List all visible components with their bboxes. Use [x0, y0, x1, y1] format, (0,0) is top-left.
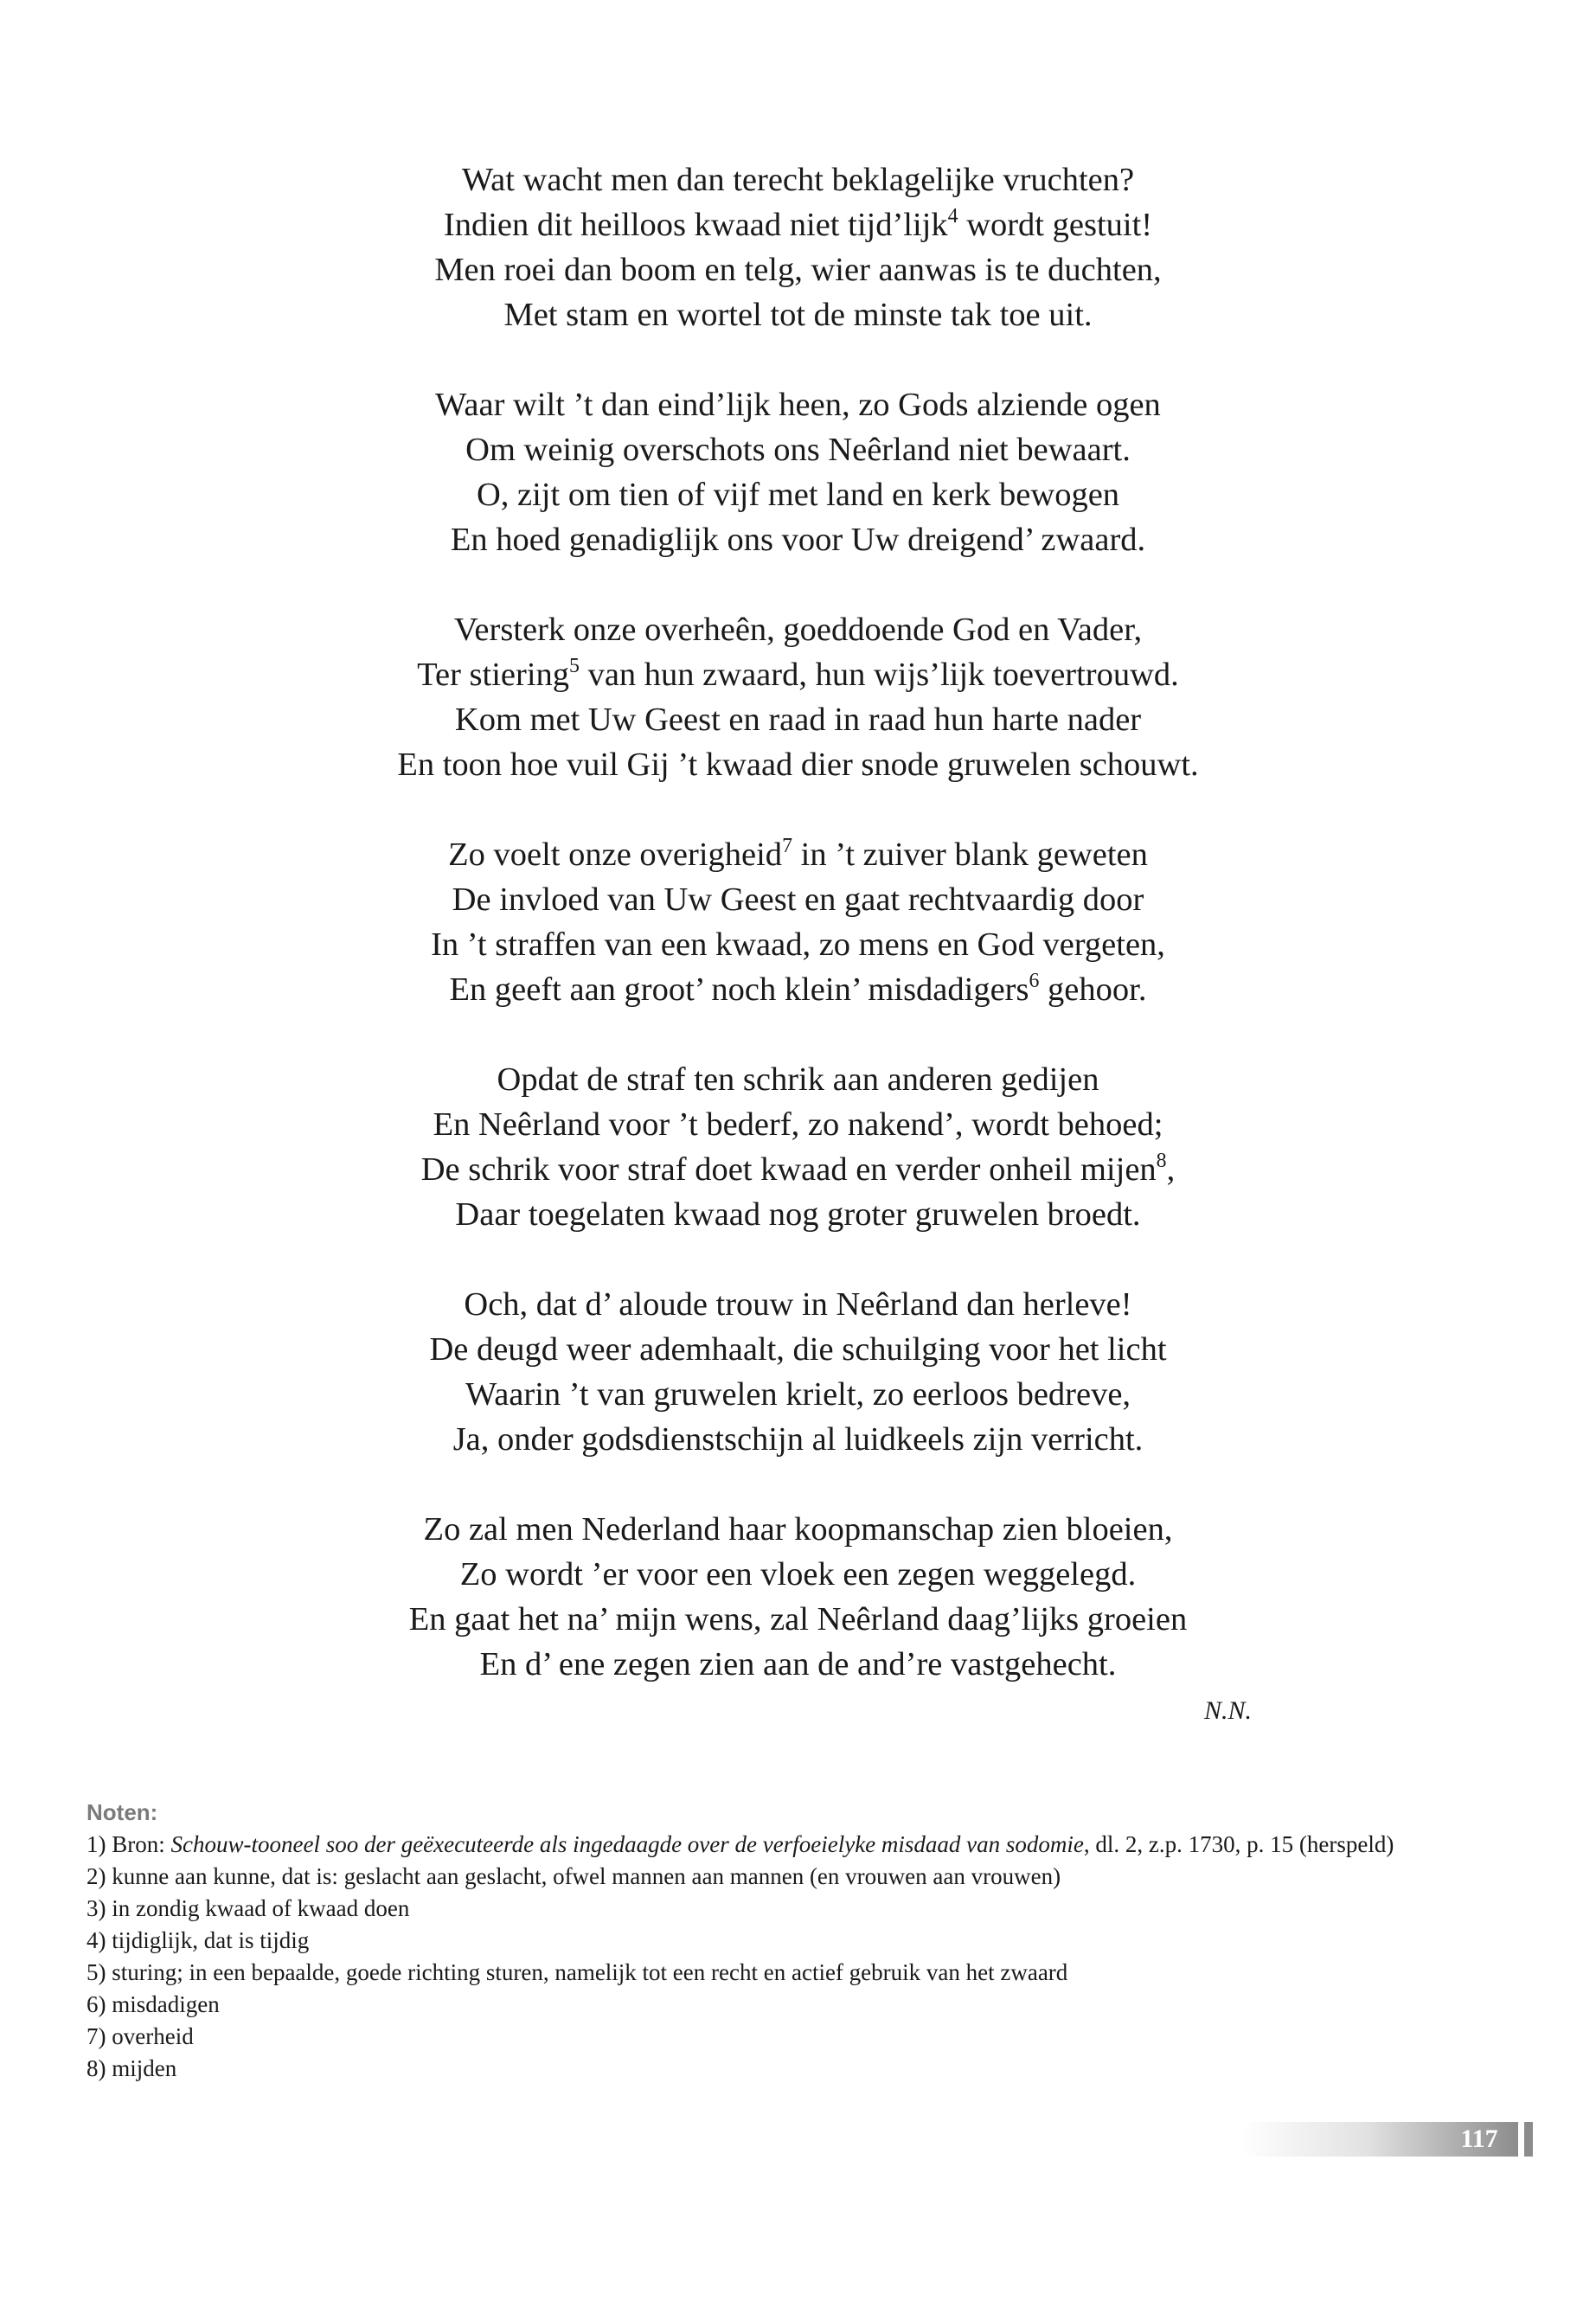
- poem-line-text: En gaat het na’ mijn wens, zal Neêrland daag’lijks groeien: [408, 1601, 1188, 1638]
- footnote-item: [87, 2053, 1522, 2085]
- poem-line: [0, 652, 1596, 697]
- poem-line-text: Waar wilt ’t dan eind’lijk heen, zo Gods alziende ogen: [435, 387, 1161, 423]
- footnote-item: [87, 1829, 1522, 1861]
- footnote-item: [87, 1925, 1522, 1957]
- footnote-ref: 6: [1029, 970, 1040, 993]
- footnote-text: 6) misdadigen: [87, 1991, 220, 2017]
- poem-line-text: In ’t straffen van een kwaad, zo mens en God vergeten,: [431, 926, 1165, 963]
- poem-line: [0, 1417, 1596, 1462]
- poem-line-text: Ja, onder godsdienstschijn al luidkeels zijn verricht.: [452, 1421, 1144, 1458]
- poem-line-text: En toon hoe vuil Gij ’t kwaad dier snode gruwelen schouwt.: [397, 747, 1199, 783]
- footnote-text: 2) kunne aan kunne, dat is: geslacht aan geslacht, ofwel mannen aan mannen (en vrouwen aan vrouwen): [87, 1863, 1061, 1889]
- poem-line-text: gehoor.: [1039, 971, 1147, 1008]
- poem-line: [0, 1147, 1596, 1192]
- poem-stanza: [0, 382, 1596, 562]
- poem-line-text: En geeft aan groot’ noch klein’ misdadigers: [449, 971, 1029, 1008]
- poem-line: [0, 742, 1596, 787]
- poem-signature: N.N.: [1203, 1696, 1252, 1725]
- poem-line-text: De schrik voor straf doet kwaad en verder onheil mijen: [420, 1151, 1157, 1188]
- poem-line-text: Zo zal men Nederland haar koopmanschap zien bloeien,: [423, 1511, 1173, 1548]
- poem-line-text: Men roei dan boom en telg, wier aanwas is te duchten,: [434, 252, 1162, 288]
- poem-line-text: Och, dat d’ aloude trouw in Neêrland dan herleve!: [464, 1286, 1132, 1323]
- poem-line-text: Om weinig overschots ons Neêrland niet bewaart.: [465, 432, 1131, 468]
- poem-line: [0, 1597, 1596, 1642]
- poem-line-text: Kom met Uw Geest en raad in raad hun harte nader: [454, 702, 1142, 738]
- poem-line: [0, 427, 1596, 472]
- poem-stanza: [0, 1057, 1596, 1237]
- poem-line-text: wordt gestuit!: [958, 207, 1153, 243]
- poem-line: [0, 832, 1596, 877]
- poem-line-text: Waarin ’t van gruwelen krielt, zo eerloos bedreve,: [465, 1376, 1131, 1413]
- poem-line-text: En d’ ene zegen zien aan de and’re vastgehecht.: [479, 1646, 1117, 1682]
- poem-line-text: in ’t zuiver blank geweten: [792, 836, 1148, 873]
- footnote-item: [87, 1861, 1522, 1893]
- page-number: 117: [1460, 2125, 1498, 2153]
- poem-line: [0, 1372, 1596, 1417]
- poem-stanza: [0, 1507, 1596, 1687]
- poem-stanza: [0, 1282, 1596, 1462]
- footnote-ref: 7: [782, 835, 792, 858]
- poem-line: [0, 157, 1596, 202]
- poem-line: [0, 1282, 1596, 1327]
- poem-line-text: En hoed genadiglijk ons voor Uw dreigend’ zwaard.: [450, 522, 1146, 558]
- footnote-item: [87, 1957, 1522, 1989]
- footnote-text: 3) in zondig kwaad of kwaad doen: [87, 1895, 410, 1921]
- poem-line: [0, 1102, 1596, 1147]
- poem-line: [0, 1507, 1596, 1552]
- footnote-text: 1) Bron:: [87, 1831, 171, 1857]
- poem-line-text: ,: [1166, 1151, 1176, 1188]
- footnote-ref: 8: [1156, 1150, 1167, 1173]
- poem-line: [0, 247, 1596, 292]
- poem: [0, 157, 1596, 1732]
- footnote-text: 4) tijdiglijk, dat is tijdig: [87, 1927, 310, 1953]
- poem-line: [0, 967, 1596, 1012]
- footnotes-heading: Noten:: [87, 1799, 158, 1825]
- poem-line: [0, 472, 1596, 517]
- footnote-text: , dl. 2, z.p. 1730, p. 15 (herspeld): [1083, 1831, 1394, 1857]
- poem-line-text: Wat wacht men dan terecht beklagelijke vruchten?: [461, 162, 1135, 198]
- poem-line-text: Opdat de straf ten schrik aan anderen gedijen: [497, 1061, 1099, 1098]
- poem-line-text: Versterk onze overheên, goeddoende God en Vader,: [453, 612, 1143, 648]
- footnote-ref: 4: [947, 205, 958, 228]
- poem-line-text: O, zijt om tien of vijf met land en kerk bewogen: [476, 477, 1120, 513]
- page-number-tick: [1524, 2122, 1533, 2157]
- footnote-text: 7) overheid: [87, 2023, 194, 2049]
- footnote-ref: 5: [569, 655, 580, 678]
- poem-line-text: van hun zwaard, hun wijs’lijk toevertrouwd.: [579, 657, 1179, 693]
- poem-line: [0, 292, 1596, 337]
- poem-line: [0, 1327, 1596, 1372]
- poem-line: [0, 517, 1596, 562]
- poem-line: [0, 922, 1596, 967]
- poem-line: [0, 1192, 1596, 1237]
- poem-line: [0, 1642, 1596, 1687]
- poem-stanza: [0, 157, 1596, 337]
- poem-line: [0, 697, 1596, 742]
- footnote-text: 5) sturing; in een bepaalde, goede richting sturen, namelijk tot een recht en actief gebruik van het zwaard: [87, 1959, 1068, 1985]
- poem-stanza: [0, 832, 1596, 1012]
- poem-line: [0, 202, 1596, 247]
- poem-stanza: [0, 607, 1596, 787]
- poem-line-text: Daar toegelaten kwaad nog groter gruwelen broedt.: [455, 1196, 1141, 1233]
- footnote-source-title: Schouw-tooneel soo der geëxecuteerde als ingedaagde over de verfoeielyke misdaad van sodomie: [170, 1831, 1084, 1857]
- footnote-text: 8) mijden: [87, 2055, 177, 2081]
- poem-line: [0, 382, 1596, 427]
- footnote-item: [87, 2021, 1522, 2053]
- poem-line-text: En Neêrland voor ’t bederf, zo nakend’, wordt behoed;: [433, 1106, 1163, 1143]
- poem-line-text: Zo voelt onze overigheid: [448, 836, 783, 873]
- poem-line-text: Ter stiering: [417, 657, 570, 693]
- poem-line: [0, 1057, 1596, 1102]
- footnotes: [87, 1797, 1522, 2085]
- poem-line-text: Zo wordt ’er voor een vloek een zegen weggelegd.: [459, 1556, 1137, 1593]
- poem-line: [0, 877, 1596, 922]
- poem-line-text: De deugd weer ademhaalt, die schuilging voor het licht: [429, 1331, 1167, 1368]
- poem-line: [0, 607, 1596, 652]
- footnotes-list: [87, 1829, 1522, 2085]
- poem-line: [0, 1552, 1596, 1597]
- poem-line-text: Met stam en wortel tot de minste tak toe uit.: [503, 297, 1093, 333]
- poem-line-text: De invloed van Uw Geest en gaat rechtvaardig door: [452, 881, 1144, 918]
- footnote-item: [87, 1989, 1522, 2021]
- poem-line-text: Indien dit heilloos kwaad niet tijd’lijk: [443, 207, 948, 243]
- footnote-item: [87, 1893, 1522, 1925]
